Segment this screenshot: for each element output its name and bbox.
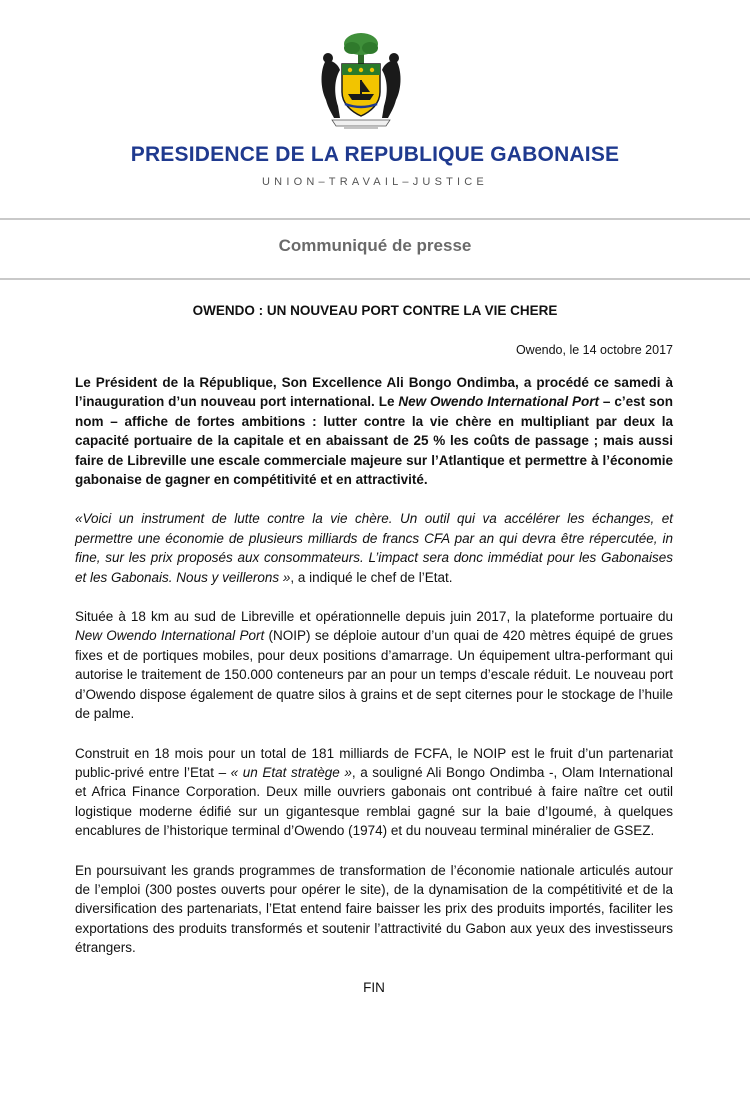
coat-of-arms-emblem (312, 30, 410, 130)
conclusion-paragraph: En poursuivant les grands programmes de transformation de l’économie nationale articulés autour de l’emploi (300 postes ouverts pour opérer le site), de la dynamisation de la compétitivité et de la diversification des partenariats, l’Etat entend faire baisser les prix des produits importés, faciliter les exportations des produits transformés et soutenir l’attractivité du Gabon aux yeux des investisseurs étrangers. (75, 862, 673, 956)
quote-attribution: , a indiqué le chef de l’Etat. (290, 569, 453, 585)
president-quote: «Voici un instrument de lutte contre la vie chère. Un outil qui va accélérer les échanges, et permettre une économie de plusieurs milliards de francs CFA par an qui devra être répercutée, in fine, sur les prix proposés aux consommateurs. L’impact sera donc immédiat pour les Gabonaises et les Gabonais. Nous y veillerons » (75, 511, 673, 585)
end-marker: FIN (363, 979, 385, 995)
port-name: New Owendo International Port (75, 628, 265, 644)
port-description-paragraph: Située à 18 km au sud de Libreville et opérationnelle depuis juin 2017, la plateforme portuaire du New Owendo International Port (NOIP) se déploie autour d’un quai de 420 mètres équipé de grues fixes et de portiques mobiles, pour deux positions d’amarrage. Un équipement ultra-performant qui autorise le traitement de 150.000 conteneurs par an pour un temps d’escale réduit. Le nouveau port d’Owendo dispose également de quatre silos à grains et de sept citernes pour le stockage de l’huile de palme. (75, 609, 673, 722)
dateline: Owendo, le 14 octobre 2017 (515, 343, 673, 357)
construction-paragraph: Construit en 18 mois pour un total de 181 milliards de FCFA, le NOIP est le fruit d’un partenariat public-privé entre l’Etat – « un Etat stratège », a souligné Ali Bongo Ondimba -, Olam International et Africa Finance Corporation. Deux mille ouvriers gabonais ont contribué à faire naître cet outil logistique moderne édifié sur un gigantesque remblai gagné sur la baie d’Igoumé, à quelques encablures de l’historique terminal d’Owendo (1974) et du nouveau terminal minéralier de GSEZ. (75, 745, 673, 839)
article-body (75, 373, 673, 1017)
strategist-quote: « un Etat stratège » (230, 764, 352, 780)
document-type-heading: Communiqué de presse (278, 236, 472, 255)
article-headline: OWENDO : UN NOUVEAU PORT CONTRE LA VIE CHERE (192, 303, 558, 318)
lead-paragraph: Le Président de la République, Son Excellence Ali Bongo Ondimba, a procédé ce samedi à l’inauguration d’un nouveau port international. Le New Owendo International Port – c’est son nom – affiche de fortes ambitions : lutter contre la vie chère en multipliant par deux la capacité portuaire de la capitale et en abaissant de 25 % les coûts de passage ; mais aussi faire de Libreville une escale commerciale majeure sur l’Atlantique et permettre à l’économie gabonaise de gagner en compétitivité et en attractivité. (75, 375, 673, 488)
quote-paragraph (75, 509, 673, 587)
organization-title: PRESIDENCE DE LA REPUBLIQUE GABONAISE (130, 143, 620, 166)
national-motto: UNION–TRAVAIL–JUSTICE (262, 176, 488, 188)
port-name: New Owendo International Port (398, 394, 600, 410)
